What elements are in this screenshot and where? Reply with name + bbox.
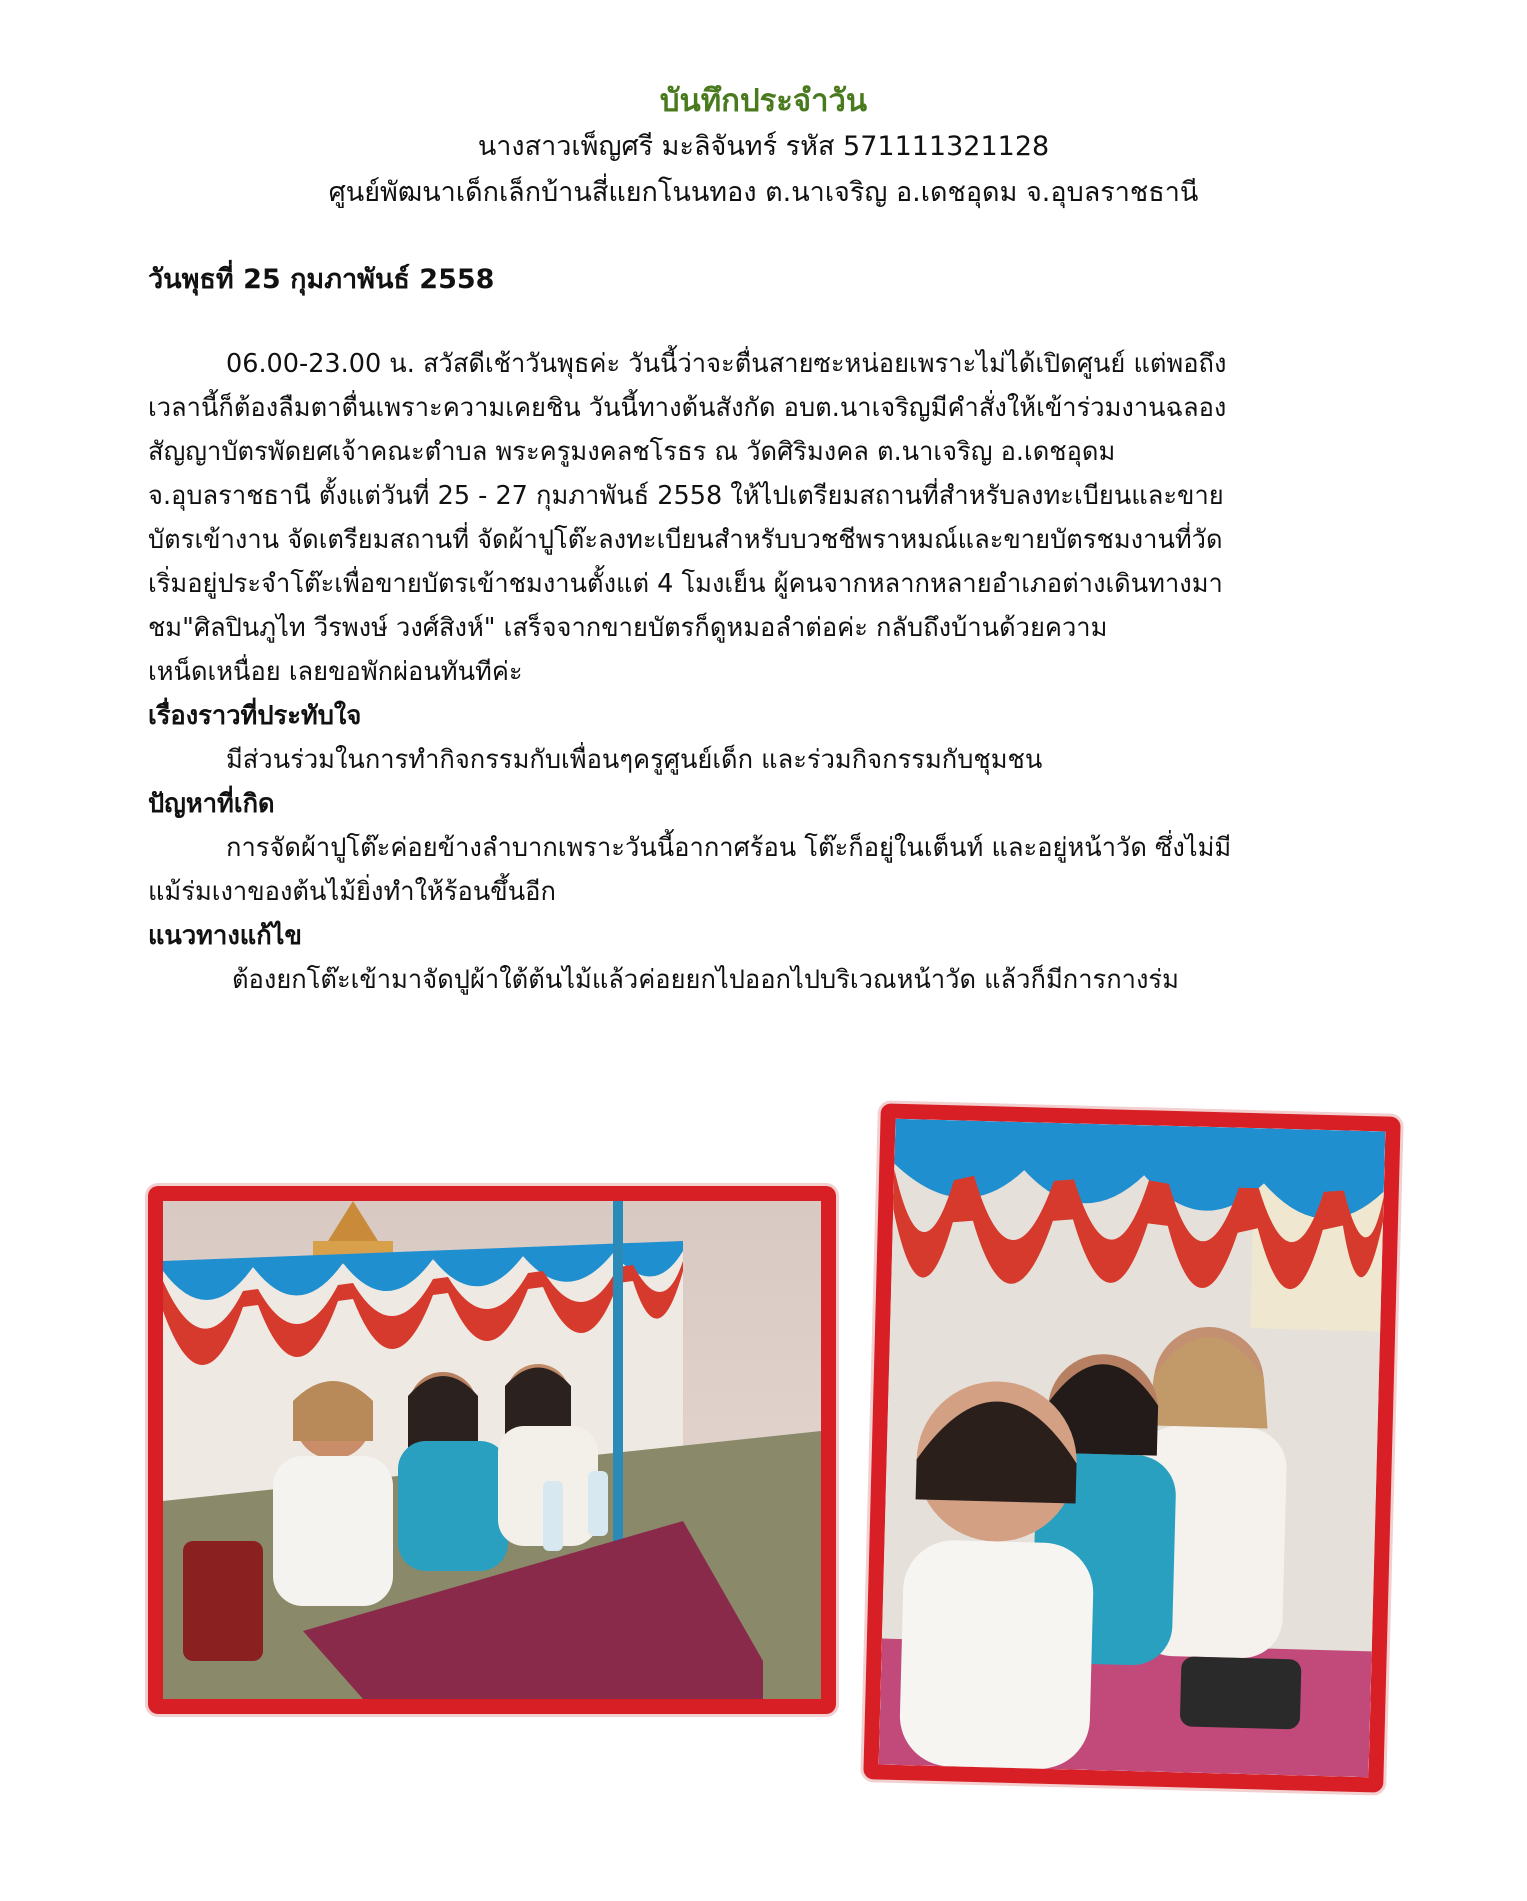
entry-line: เหน็ดเหนื่อย เลยขอพักผ่อนทันทีค่ะ xyxy=(148,657,523,687)
solution-heading: แนวทางแก้ไข xyxy=(148,921,302,951)
entry-line: บัตรเข้างาน จัดเตรียมสถานที่ จัดผ้าปูโต๊ะลงทะเบียนสำหรับบวชชีพราหมณ์และขายบัตรชมงานที่วัด xyxy=(148,525,1223,555)
entry-date: วันพุธที่ 25 กุมภาพันธ์ 2558 xyxy=(148,264,495,295)
document-header xyxy=(0,78,1527,216)
entry-line: เริ่มอยู่ประจำโต๊ะเพื่อขายบัตรเข้าชมงานตั้งแต่ 4 โมงเย็น ผู้คนจากหลากหลายอำเภอต่างเดินทางมา xyxy=(148,569,1223,599)
problem-line: แม้ร่มเงาของต้นไม้ยิ่งทำให้ร้อนขึ้นอีก xyxy=(148,877,556,907)
event-photo-group xyxy=(148,1186,836,1714)
center-line: ศูนย์พัฒนาเด็กเล็กบ้านสี่แยกโนนทอง ต.นาเจริญ อ.เดชอุดม จ.อุบลราชธานี xyxy=(328,177,1199,208)
problem-heading: ปัญหาที่เกิด xyxy=(148,789,275,819)
entry-line: ชม"ศิลปินภูไท วีรพงษ์ วงศ์สิงห์" เสร็จจากขายบัตรก็ดูหมอลำต่อค่ะ กลับถึงบ้านด้วยความ xyxy=(148,613,1108,643)
entry-line: สัญญาบัตรพัดยศเจ้าคณะตำบล พระครูมงคลชโรธร ณ วัดศิริมงคล ต.นาเจริญ อ.เดชอุดม xyxy=(148,437,1116,467)
impression-heading: เรื่องราวที่ประทับใจ xyxy=(148,701,362,731)
problem-line: การจัดผ้าปูโต๊ะค่อยข้างลำบากเพราะวันนี้อากาศร้อน โต๊ะก็อยู่ในเต็นท์ และอยู่หน้าวัด ซึ่งไม่มี xyxy=(226,833,1232,863)
page-title: บันทึกประจำวัน xyxy=(659,83,868,119)
event-photo-group-image xyxy=(163,1201,821,1699)
entry-line: เวลานี้ก็ต้องลืมตาตื่นเพราะความเคยชิน วันนี้ทางต้นสังกัด อบต.นาเจริญมีคำสั่งให้เข้าร่วมงานฉลอง xyxy=(148,393,1227,423)
impression-text: มีส่วนร่วมในการทำกิจกรรมกับเพื่อนๆครูศูนย์เด็ก และร่วมกิจกรรมกับชุมชน xyxy=(226,745,1043,775)
author-line: นางสาวเพ็ญศรี มะลิจันทร์ รหัส 571111321128 xyxy=(477,131,1050,162)
event-photo-selfie-image xyxy=(879,1119,1386,1778)
solution-text: ต้องยกโต๊ะเข้ามาจัดปูผ้าใต้ต้นไม้แล้วค่อยยกไปออกไปบริเวณหน้าวัด แล้วก็มีการกางร่ม xyxy=(232,965,1179,995)
entry-line: จ.อุบลราชธานี ตั้งแต่วันที่ 25 - 27 กุมภาพันธ์ 2558 ให้ไปเตรียมสถานที่สำหรับลงทะเบียนและขาย xyxy=(148,481,1224,511)
event-photo-selfie xyxy=(863,1103,1401,1792)
diary-content xyxy=(148,258,1408,1002)
entry-line: 06.00-23.00 น. สวัสดีเช้าวันพุธค่ะ วันนี้ว่าจะตื่นสายซะหน่อยเพราะไม่ได้เปิดศูนย์ แต่พอถึง xyxy=(226,349,1227,379)
